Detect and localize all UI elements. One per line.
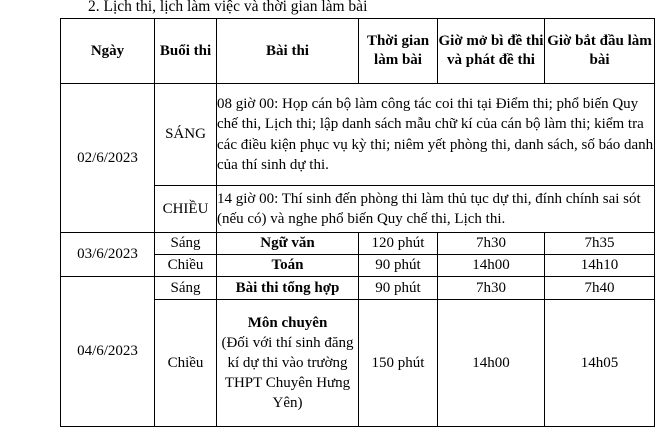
date-cell: 03/6/2023 xyxy=(61,233,155,277)
duration-cell: 90 phút xyxy=(359,277,438,300)
session-cell: CHIỀU xyxy=(155,186,217,233)
duration-cell: 90 phút xyxy=(359,255,438,277)
subject-cell: Bài thi tổng hợp xyxy=(217,277,359,300)
table-row xyxy=(61,233,655,255)
header-session: Buổi thi xyxy=(155,19,217,84)
session-cell: Chiều xyxy=(155,300,217,427)
subject-title: Môn chuyên xyxy=(247,315,328,331)
start-time-cell: 7h40 xyxy=(545,277,655,300)
section-heading: 2. Lịch thi, lịch làm việc và thời gian làm bài xyxy=(88,0,368,15)
session-cell: Chiều xyxy=(155,255,217,277)
session-cell: Sáng xyxy=(155,233,217,255)
work-description: 08 giờ 00: Họp cán bộ làm công tác coi thi tại Điểm thi; phổ biến Quy chế thi, Lịch thi; lập danh sách mẫu chữ kí của cán bộ làm thi; kiểm tra các điều kiện phục vụ kỳ thi; niêm yết phòng thi, danh sách, số báo danh của thí sinh dự thi. xyxy=(217,84,655,186)
header-duration: Thời gian làm bài xyxy=(359,19,438,84)
open-time-cell: 14h00 xyxy=(438,300,545,427)
session-cell: SÁNG xyxy=(155,84,217,186)
start-time-cell: 14h05 xyxy=(545,300,655,427)
duration-cell: 120 phút xyxy=(359,233,438,255)
table-row xyxy=(61,277,655,300)
date-cell: 02/6/2023 xyxy=(61,84,155,233)
table-row xyxy=(61,84,655,186)
duration-cell: 150 phút xyxy=(359,300,438,427)
header-exam: Bài thi xyxy=(217,19,359,84)
open-time-cell: 7h30 xyxy=(438,233,545,255)
subject-cell: Toán xyxy=(217,255,359,277)
subject-note: (Đối với thí sinh đăng kí dự thi vào trường THPT Chuyên Hưng Yên) xyxy=(221,335,354,411)
header-date: Ngày xyxy=(61,19,155,84)
start-time-cell: 7h35 xyxy=(545,233,655,255)
exam-schedule-table xyxy=(60,18,655,427)
session-cell: Sáng xyxy=(155,277,217,300)
subject-cell xyxy=(217,300,359,427)
header-row xyxy=(61,19,655,84)
header-open-time: Giờ mở bì đề thi và phát đề thi xyxy=(438,19,545,84)
work-description: 14 giờ 00: Thí sinh đến phòng thi làm thủ tục dự thi, đính chính sai sót (nếu có) và nghe phổ biến Quy chế thi, Lịch thi. xyxy=(217,186,655,233)
header-start-time: Giờ bắt đầu làm bài xyxy=(545,19,655,84)
open-time-cell: 14h00 xyxy=(438,255,545,277)
open-time-cell: 7h30 xyxy=(438,277,545,300)
date-cell: 04/6/2023 xyxy=(61,277,155,427)
subject-cell: Ngữ văn xyxy=(217,233,359,255)
start-time-cell: 14h10 xyxy=(545,255,655,277)
